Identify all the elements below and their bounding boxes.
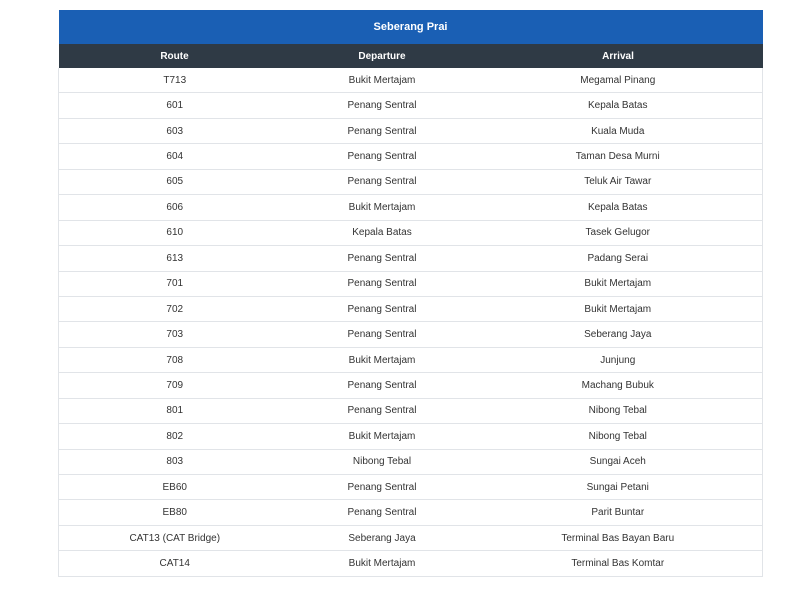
departure-cell: Bukit Mertajam	[291, 347, 474, 372]
departure-cell: Nibong Tebal	[291, 449, 474, 474]
table-row	[59, 500, 763, 525]
departure-cell: Bukit Mertajam	[291, 68, 474, 93]
route-cell: 709	[59, 373, 291, 398]
departure-cell: Penang Sentral	[291, 246, 474, 271]
table-row	[59, 220, 763, 245]
route-table	[58, 10, 763, 577]
departure-cell: Kepala Batas	[291, 220, 474, 245]
departure-cell: Penang Sentral	[291, 475, 474, 500]
table-row	[59, 347, 763, 372]
table-row	[59, 551, 763, 576]
departure-cell: Penang Sentral	[291, 144, 474, 169]
table-row	[59, 68, 763, 93]
route-cell: 803	[59, 449, 291, 474]
route-cell: 610	[59, 220, 291, 245]
table-row	[59, 398, 763, 423]
column-header-arrival: Arrival	[474, 44, 763, 68]
route-table-container	[58, 10, 762, 577]
arrival-cell: Kuala Muda	[474, 118, 763, 143]
table-row	[59, 424, 763, 449]
route-cell: 801	[59, 398, 291, 423]
table-body	[59, 68, 763, 576]
departure-cell: Penang Sentral	[291, 296, 474, 321]
column-header-departure: Departure	[291, 44, 474, 68]
table-row	[59, 449, 763, 474]
route-cell: 802	[59, 424, 291, 449]
arrival-cell: Bukit Mertajam	[474, 271, 763, 296]
table-row	[59, 195, 763, 220]
arrival-cell: Nibong Tebal	[474, 398, 763, 423]
arrival-cell: Kepala Batas	[474, 93, 763, 118]
table-title-row	[59, 10, 763, 44]
route-cell: CAT14	[59, 551, 291, 576]
table-row	[59, 118, 763, 143]
departure-cell: Penang Sentral	[291, 398, 474, 423]
departure-cell: Penang Sentral	[291, 271, 474, 296]
arrival-cell: Kepala Batas	[474, 195, 763, 220]
table-row	[59, 296, 763, 321]
route-cell: EB60	[59, 475, 291, 500]
arrival-cell: Megamal Pinang	[474, 68, 763, 93]
arrival-cell: Terminal Bas Komtar	[474, 551, 763, 576]
route-cell: 606	[59, 195, 291, 220]
table-row	[59, 169, 763, 194]
arrival-cell: Machang Bubuk	[474, 373, 763, 398]
route-cell: T713	[59, 68, 291, 93]
arrival-cell: Teluk Air Tawar	[474, 169, 763, 194]
arrival-cell: Padang Serai	[474, 246, 763, 271]
route-cell: 604	[59, 144, 291, 169]
arrival-cell: Taman Desa Murni	[474, 144, 763, 169]
route-cell: 605	[59, 169, 291, 194]
route-cell: 603	[59, 118, 291, 143]
table-row	[59, 475, 763, 500]
departure-cell: Bukit Mertajam	[291, 195, 474, 220]
departure-cell: Penang Sentral	[291, 118, 474, 143]
route-cell: 701	[59, 271, 291, 296]
table-row	[59, 322, 763, 347]
table-row	[59, 246, 763, 271]
arrival-cell: Tasek Gelugor	[474, 220, 763, 245]
table-header-row	[59, 44, 763, 68]
arrival-cell: Nibong Tebal	[474, 424, 763, 449]
departure-cell: Penang Sentral	[291, 373, 474, 398]
arrival-cell: Parit Buntar	[474, 500, 763, 525]
route-cell: 613	[59, 246, 291, 271]
departure-cell: Penang Sentral	[291, 93, 474, 118]
table-row	[59, 271, 763, 296]
route-cell: 703	[59, 322, 291, 347]
arrival-cell: Seberang Jaya	[474, 322, 763, 347]
arrival-cell: Bukit Mertajam	[474, 296, 763, 321]
column-header-route: Route	[59, 44, 291, 68]
route-cell: 601	[59, 93, 291, 118]
arrival-cell: Sungai Aceh	[474, 449, 763, 474]
table-row	[59, 93, 763, 118]
departure-cell: Bukit Mertajam	[291, 424, 474, 449]
departure-cell: Penang Sentral	[291, 169, 474, 194]
departure-cell: Bukit Mertajam	[291, 551, 474, 576]
table-title: Seberang Prai	[59, 10, 763, 44]
arrival-cell: Terminal Bas Bayan Baru	[474, 525, 763, 550]
arrival-cell: Sungai Petani	[474, 475, 763, 500]
table-row	[59, 525, 763, 550]
route-cell: EB80	[59, 500, 291, 525]
departure-cell: Penang Sentral	[291, 500, 474, 525]
departure-cell: Penang Sentral	[291, 322, 474, 347]
route-cell: 702	[59, 296, 291, 321]
arrival-cell: Junjung	[474, 347, 763, 372]
route-cell: 708	[59, 347, 291, 372]
departure-cell: Seberang Jaya	[291, 525, 474, 550]
route-cell: CAT13 (CAT Bridge)	[59, 525, 291, 550]
table-row	[59, 144, 763, 169]
table-row	[59, 373, 763, 398]
